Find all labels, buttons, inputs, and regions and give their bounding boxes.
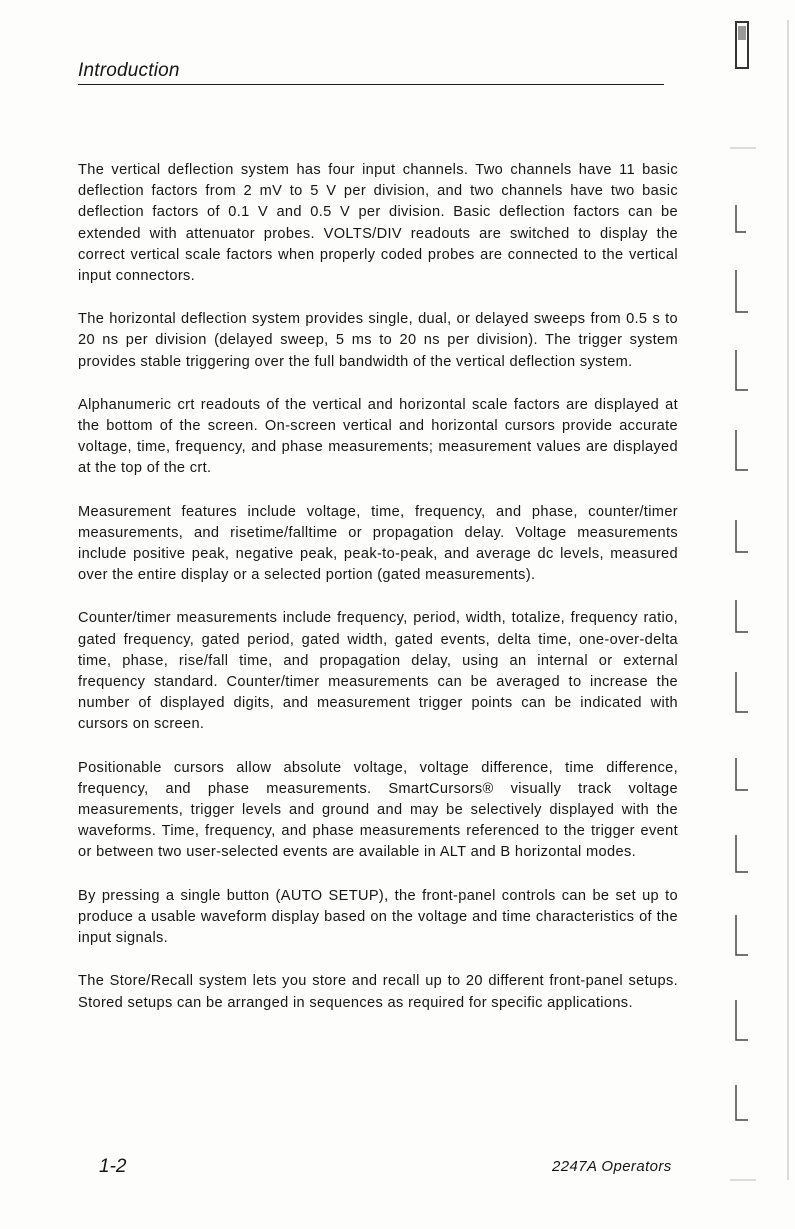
paragraph-vertical-deflection: The vertical deflection system has four input channels. Two channels have 11 basic deflection factors from 2 mV to 5 V per division, and two channels have two basic deflection factors of 0.1 V and 0.5 V per division. Basic deflection factors can be extended with attenuator probes. VOLTS/DIV readouts are switched to display the correct vertical scale factors when properly coded probes are connected to the vertical input connectors.	[78, 162, 678, 285]
page-number: 1-2	[99, 1156, 127, 1177]
body-text	[78, 160, 678, 1036]
paragraph-measurement-features: Measurement features include voltage, time, frequency, and phase, counter/timer measurements, and risetime/falltime or propagation delay. Voltage measurements include positive peak, negative peak, peak-to-peak, and average dc levels, measured over the entire display or a selected portion (gated measurements).	[78, 503, 678, 584]
page-header	[78, 60, 664, 85]
paragraph-store-recall: The Store/Recall system lets you store and recall up to 20 different front-panel setups. Stored setups can be arranged in sequences as required for specific applications.	[78, 973, 678, 1011]
paragraph-horizontal-deflection: The horizontal deflection system provides single, dual, or delayed sweeps from 0.5 s to 20 ns per division (delayed sweep, 5 ms to 20 ns per division). The trigger system provides stable triggering over the full bandwidth of the vertical deflection system.	[78, 311, 678, 370]
paragraph-counter-timer: Counter/timer measurements include frequency, period, width, totalize, frequency ratio, gated frequency, gated period, gated width, gated events, delta time, one-over-delta time, phase, rise/fall time, and propagation delay, using an internal or external frequency standard. Counter/timer measurements can be averaged to increase the number of displayed digits, and measurement trigger points can be indicated with cursors on screen.	[78, 610, 678, 733]
binding-edge-marks	[730, 0, 795, 1224]
section-title: Introduction	[78, 60, 180, 81]
manual-title: 2247A Operators	[552, 1158, 672, 1175]
paragraph-cursors: Positionable cursors allow absolute voltage, voltage difference, time difference, frequency, and phase measurements. SmartCursors® visually track voltage measurements, trigger levels and ground and may be selectively displayed with the waveforms. Time, frequency, and phase measurements referenced to the trigger event or between two user-selected events are available in ALT and B horizontal modes.	[78, 759, 678, 861]
paragraph-crt-readouts: Alphanumeric crt readouts of the vertical and horizontal scale factors are displayed at the bottom of the screen. On-screen vertical and horizontal cursors provide accurate voltage, time, frequency, and phase measurements; measurement values are displayed at the top of the crt.	[78, 396, 678, 477]
paragraph-auto-setup: By pressing a single button (AUTO SETUP), the front-panel controls can be set up to produce a usable waveform display based on the voltage and time characteristics of the input signals.	[78, 887, 678, 947]
